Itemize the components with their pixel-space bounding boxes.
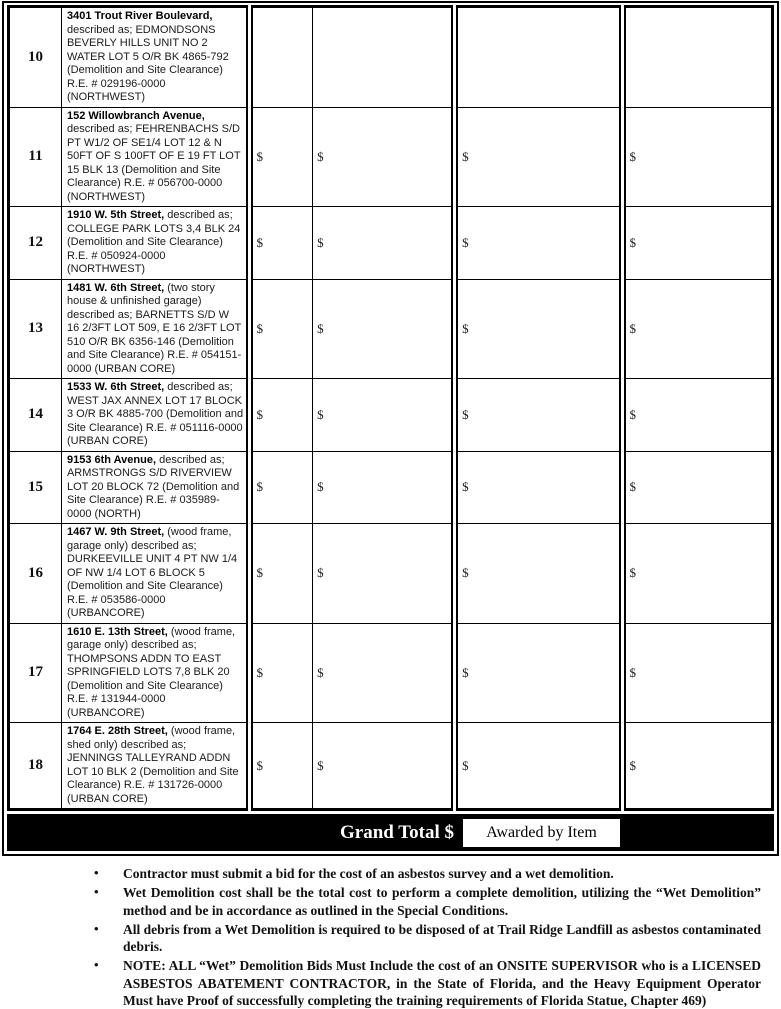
bid-amount-cell: $: [249, 379, 313, 452]
bid-amount-cell: $: [622, 279, 773, 379]
bullet-icon: •: [94, 957, 99, 973]
property-description-cell: [61, 623, 249, 723]
property-details: described as; WEST JAX ANNEX LOT 17 BLOCK 3 O/R BK 4885-700 (Demolition and Site Clearance) R.E. # 051116-0000 (URBAN CORE): [66, 381, 244, 447]
property-address: 1764 E. 28th Street,: [66, 725, 168, 737]
bid-amount-cell: $: [249, 623, 313, 723]
note-text: Wet Demolition cost shall be the total cost to perform a complete demolition, utilizing the “Wet Demolition” method and be in accordance as outlined in the Special Conditions.: [123, 885, 761, 918]
note-text: NOTE: ALL “Wet” Demolition Bids Must Include the cost of an ONSITE SUPERVISOR who is a LICENSED ASBESTOS ABATEMENT CONTRACTOR, in the State of Florida, and the Heavy Equipment Operator Must have Proof of successfully completing the training requirements of Florida Statue, Chapter 469): [123, 958, 761, 1008]
bid-amount-cell: $: [249, 451, 313, 524]
bid-amount-cell: $: [313, 723, 455, 810]
notes-list: [94, 865, 761, 1009]
property-address: 1533 W. 6th Street,: [66, 381, 165, 393]
property-description-cell: [61, 451, 249, 524]
row-number-cell: 14: [9, 379, 62, 452]
bid-table-frame: [2, 1, 779, 856]
property-details: described as; FEHRENBACHS S/D PT W1/2 OF SE1/4 LOT 12 & N 50FT OF S 100FT OF E 19 FT LOT 15 BLK 13 (Demolition and Site Clearance) R.E. # 056700-0000 (NORTHWEST): [66, 123, 241, 203]
row-number-cell: 17: [9, 623, 62, 723]
note-text: All debris from a Wet Demolition is required to be disposed of at Trail Ridge Landfill as asbestos contaminated debris.: [123, 921, 761, 955]
property-address: 152 Willowbranch Avenue,: [66, 109, 205, 122]
property-address: 1910 W. 5th Street,: [66, 209, 165, 221]
note-text: Contractor must submit a bid for the cost of an asbestos survey and a wet demolition.: [123, 866, 614, 881]
bid-amount-cell: [622, 7, 773, 108]
row-number-cell: 10: [9, 7, 62, 108]
bid-amount-cell: $: [455, 279, 622, 379]
row-number-cell: 15: [9, 451, 62, 524]
bid-amount-cell: $: [313, 451, 455, 524]
bullet-icon: •: [94, 920, 99, 936]
bid-amount-cell: $: [622, 107, 773, 207]
property-details: (wood frame, garage only) described as; THOMPSONS ADDN TO EAST SPRINGFIELD LOTS 7,8 BLK 20 (Demolition and Site Clearance) R.E. # 131944-0000 (URBANCORE): [66, 625, 236, 719]
bid-amount-cell: $: [249, 207, 313, 280]
bid-amount-cell: $: [455, 524, 622, 624]
property-address: 1467 W. 9th Street,: [66, 526, 165, 538]
property-details: (wood frame, shed only) described as; JENNINGS TALLEYRAND ADDN LOT 10 BLK 2 (Demolition and Site Clearance) R.E. # 131726-0000 (URBAN CORE): [66, 725, 239, 805]
table-row: [9, 7, 773, 108]
row-number-cell: 12: [9, 207, 62, 280]
property-details: described as; ARMSTRONGS S/D RIVERVIEW LOT 20 BLOCK 72 (Demolition and Site Clearance) R.E. # 035989-0000 (NORTH): [66, 453, 240, 520]
bid-amount-cell: $: [622, 723, 773, 810]
bid-amount-cell: [313, 7, 455, 108]
row-number-cell: 18: [9, 723, 62, 810]
property-description-cell: [61, 723, 249, 810]
bid-amount-cell: $: [622, 623, 773, 723]
property-description-cell: [61, 7, 249, 108]
bid-amount-cell: $: [455, 107, 622, 207]
bid-amount-cell: $: [313, 379, 455, 452]
bid-amount-cell: $: [622, 207, 773, 280]
bid-amount-cell: $: [313, 623, 455, 723]
table-row: [9, 107, 773, 207]
property-details: described as; COLLEGE PARK LOTS 3,4 BLK 24 (Demolition and Site Clearance) R.E. # 050924-0000 (NORTHWEST): [66, 209, 241, 275]
property-details: described as; EDMONDSONS BEVERLY HILLS UNIT NO 2 WATER LOT 5 O/R BK 4865-792 (Demolition and Site Clearance) R.E. # 029196-0000 (NORTHWEST): [66, 23, 229, 103]
property-description-cell: [61, 207, 249, 280]
row-number-cell: 16: [9, 524, 62, 624]
row-number-cell: 11: [9, 107, 62, 207]
property-details: (wood frame, garage only) described as; DURKEEVILLE UNIT 4 PT NW 1/4 OF NW 1/4 LOT 6 BLOCK 5 (Demolition and Site Clearance) R.E. # 053586-0000 (URBANCORE): [66, 526, 238, 619]
bid-amount-cell: $: [249, 279, 313, 379]
bullet-icon: •: [94, 865, 99, 880]
bid-amount-cell: $: [313, 279, 455, 379]
property-description-cell: [61, 379, 249, 452]
bid-amount-cell: $: [455, 723, 622, 810]
note-item: [94, 884, 761, 919]
property-address: 3401 Trout River Boulevard,: [66, 10, 213, 22]
bid-amount-cell: $: [455, 451, 622, 524]
bid-amount-cell: $: [455, 207, 622, 280]
bid-amount-cell: $: [249, 524, 313, 624]
table-row: [9, 379, 773, 452]
table-row: [9, 451, 773, 524]
bid-amount-cell: $: [249, 723, 313, 810]
bid-amount-cell: $: [622, 451, 773, 524]
bid-amount-cell: [455, 7, 622, 108]
bid-amount-cell: $: [313, 207, 455, 280]
bid-amount-cell: [249, 7, 313, 108]
awarded-by-item-box: Awarded by Item: [463, 819, 620, 847]
property-details: (two story house & unfinished garage) described as; BARNETTS S/D W 16 2/3FT LOT 509, E 16 2/3FT LOT 510 O/R BK 6356-146 (Demolition and Site Clearance) R.E. # 054151-0000 (URBAN CORE): [66, 281, 242, 375]
property-address: 1481 W. 6th Street,: [66, 281, 165, 294]
table-row: [9, 279, 773, 379]
note-item: [94, 865, 761, 882]
grand-total-bar: [7, 814, 774, 851]
table-row: [9, 524, 773, 624]
property-address: 9153 6th Avenue,: [66, 453, 157, 466]
bid-amount-cell: $: [622, 524, 773, 624]
note-item: [94, 957, 761, 1009]
property-address: 1610 E. 13th Street,: [66, 625, 168, 638]
bullet-icon: •: [94, 884, 99, 900]
table-row: [9, 623, 773, 723]
note-item: [94, 921, 761, 956]
bid-amount-cell: $: [249, 107, 313, 207]
table-row: [9, 723, 773, 810]
grand-total-label: Grand Total $: [340, 821, 455, 843]
property-description-cell: [61, 107, 249, 207]
bid-amount-cell: $: [313, 107, 455, 207]
property-description-cell: [61, 524, 249, 624]
property-description-cell: [61, 279, 249, 379]
bid-amount-cell: $: [313, 524, 455, 624]
table-row: [9, 207, 773, 280]
bid-amount-cell: $: [455, 623, 622, 723]
bid-amount-cell: $: [622, 379, 773, 452]
bid-table: [7, 5, 774, 811]
bid-amount-cell: $: [455, 379, 622, 452]
row-number-cell: 13: [9, 279, 62, 379]
